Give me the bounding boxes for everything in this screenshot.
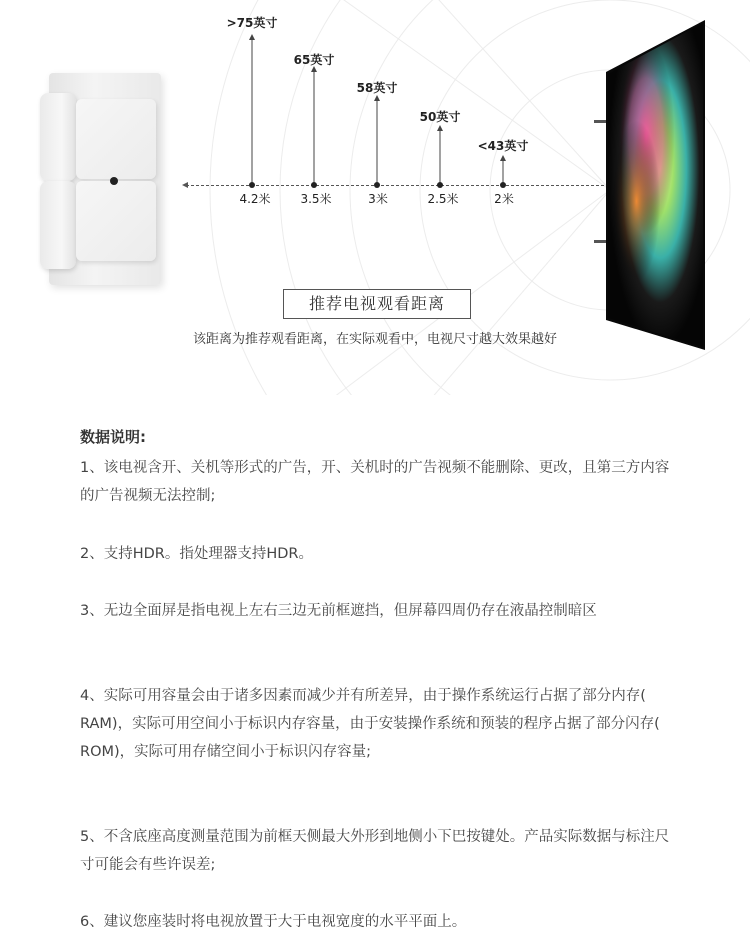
size-label: <43英寸 xyxy=(477,139,529,153)
size-label: 50英寸 xyxy=(419,110,461,124)
sofa-illustration xyxy=(40,73,162,285)
note-item-4: 4、实际可用容量会由于诸多因素而减少并有所差异，由于操作系统运行占据了部分内存( RAM)，实际可用空间小于标识内存容量，由于安装操作系统和预装的程序占据了部分闪存( ROM)，实际可用存储空间小于标识闪存容量; xyxy=(80,688,660,760)
notes-heading: 数据说明: xyxy=(80,428,146,446)
diagram-subtitle: 该距离为推荐观看距离，在实际观看中，电视尺寸越大效果越好 xyxy=(192,332,557,347)
viewing-distance-diagram xyxy=(0,0,750,395)
note-item-3: 3、无边全面屏是指电视上左右三边无前框遮挡，但屏幕四周仍存在液晶控制暗区 xyxy=(80,603,597,619)
note-item-1: 1、该电视含开、关机等形式的广告，开、关机时的广告视频不能删除、更改，且第三方内容的广告视频无法控制; xyxy=(80,460,670,504)
distance-label: 4.2米 xyxy=(239,192,271,206)
size-label: >75英寸 xyxy=(226,16,278,30)
note-item-6: 6、建议您座装时将电视放置于大于电视宽度的水平平面上。 xyxy=(80,914,467,930)
distance-label: 2米 xyxy=(494,192,514,206)
distance-label: 3.5米 xyxy=(300,192,332,206)
note-item-2: 2、支持HDR。指处理器支持HDR。 xyxy=(80,546,314,562)
size-label: 65英寸 xyxy=(293,53,335,67)
distance-label: 2.5米 xyxy=(427,192,459,206)
diagram-title: 推荐电视观看距离 xyxy=(283,289,471,319)
size-label: 58英寸 xyxy=(356,81,398,95)
distance-label: 3米 xyxy=(368,192,388,206)
note-item-5: 5、不含底座高度测量范围为前框天侧最大外形到地侧小下巴按键处。产品实际数据与标注尺寸可能会有些许误差; xyxy=(80,829,670,873)
tv-illustration xyxy=(590,20,750,360)
